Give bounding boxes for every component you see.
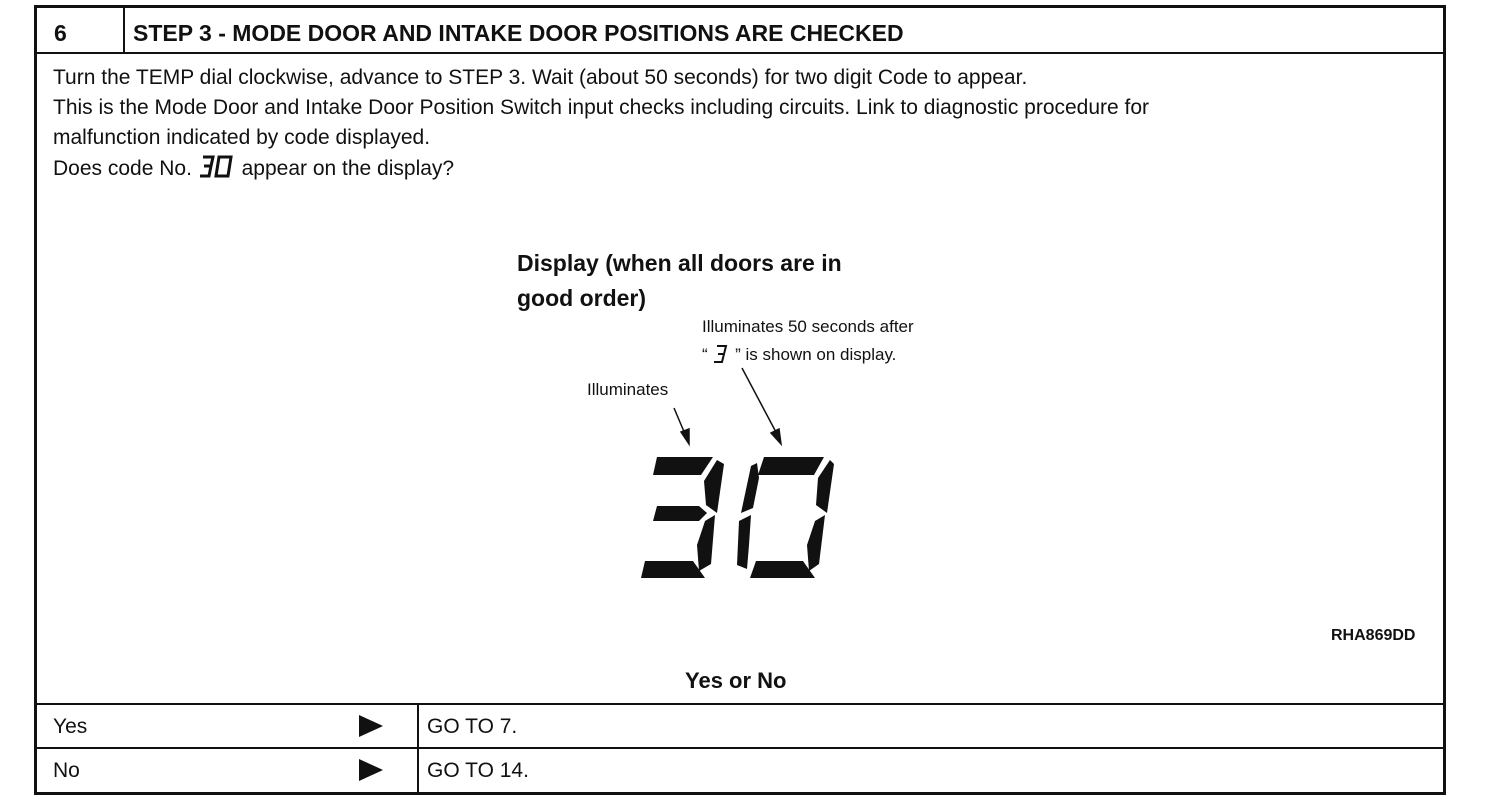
- answer-table-middle-rule: [37, 747, 1443, 749]
- callout-right-line1: Illuminates 50 seconds after: [702, 317, 914, 336]
- header-rule: [37, 52, 1443, 54]
- question-suffix: appear on the display?: [241, 157, 455, 180]
- callout-arrows: [674, 368, 781, 444]
- answer-table-divider: [417, 703, 419, 792]
- question-line: [53, 154, 454, 188]
- callout-left: Illuminates: [587, 380, 669, 399]
- instruction-line-3: malfunction indicated by code displayed.: [53, 126, 431, 149]
- callout-open-quote: “: [702, 345, 708, 364]
- question-prefix: Does code No.: [53, 157, 192, 180]
- inline-code-30: [200, 155, 234, 188]
- inline-seven-segment-icon: [200, 155, 234, 179]
- arrow-right-icon: [359, 759, 383, 781]
- display-digit-0: [737, 457, 834, 578]
- answer-table-top-rule: [37, 703, 1443, 705]
- digit-three-icon: [714, 344, 728, 364]
- callout-digit-3: [714, 344, 728, 369]
- figure-title: Display (when all doors are in good order): [517, 250, 842, 311]
- callout-suffix: ” is shown on display.: [735, 345, 897, 364]
- answer-target[interactable]: GO TO 14.: [427, 759, 529, 782]
- header-divider: [123, 8, 125, 52]
- answer-label: Yes: [53, 715, 88, 738]
- instruction-line-1: Turn the TEMP dial clockwise, advance to STEP 3. Wait (about 50 seconds) for two digit Code to appear.: [53, 66, 1028, 89]
- step-title: STEP 3 - MODE DOOR AND INTAKE DOOR POSITIONS ARE CHECKED: [133, 20, 904, 46]
- answer-label: No: [53, 759, 80, 782]
- answer-target[interactable]: GO TO 7.: [427, 715, 518, 738]
- figure-reference-code: RHA869DD: [1331, 627, 1416, 644]
- display-digit-3: [641, 457, 724, 578]
- callout-right-line2: [702, 344, 896, 369]
- arrow-right-icon: [359, 715, 383, 737]
- procedure-frame: [34, 5, 1446, 795]
- step-number: 6: [54, 20, 67, 46]
- instruction-line-2: This is the Mode Door and Intake Door Position Switch input checks including circuits. Link to diagnostic procedure for: [53, 96, 1150, 119]
- decision-prompt: Yes or No: [685, 668, 787, 693]
